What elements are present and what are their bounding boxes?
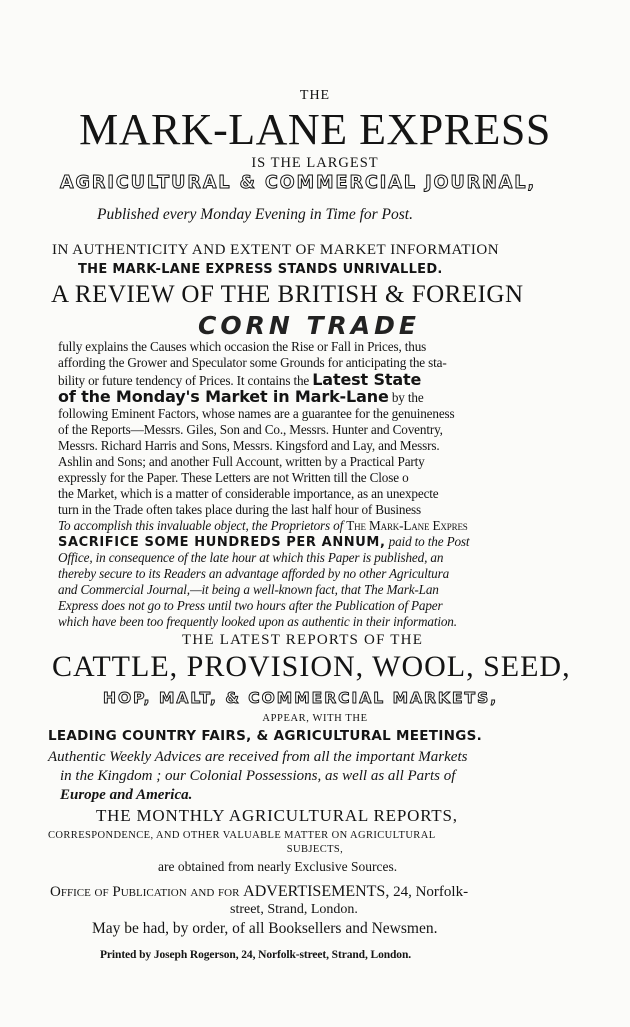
- authenticity-line-1: IN AUTHENTICITY AND EXTENT OF MARKET INFORMATION: [52, 242, 500, 258]
- corn-trade-heading: CORN TRADE: [198, 311, 420, 340]
- sacrifice-emphasis: SACRIFICE SOME HUNDREDS PER ANNUM,: [58, 535, 386, 550]
- authenticity-line-2: THE MARK-LANE EXPRESS STANDS UNRIVALLED.: [78, 262, 443, 277]
- office-of-publication: Office of Publication and for: [50, 884, 244, 900]
- cattle-headline: CATTLE, PROVISION, WOOL, SEED,: [52, 650, 571, 683]
- latest-reports-heading: THE LATEST REPORTS OF THE: [182, 632, 424, 648]
- monthly-reports-heading: THE MONTHLY AGRICULTURAL REPORTS,: [96, 806, 458, 825]
- review-heading: A REVIEW OF THE BRITISH & FOREIGN: [51, 281, 524, 308]
- body-line-17: Express does not go to Press until two hours after the Publication of Paper: [58, 598, 443, 613]
- header-the: THE: [299, 88, 331, 103]
- body-line-12-text: To accomplish this invaluable object, the Proprietors of: [58, 518, 347, 533]
- correspondence-line: CORRESPONDENCE, AND OTHER VALUABLE MATTER ON AGRICULTURAL: [48, 830, 436, 841]
- body-line-6: of the Reports—Messrs. Giles, Son and Co., Messrs. Hunter and Coventry,: [58, 422, 443, 437]
- advices-line-1: Authentic Weekly Advices are received from all the important Markets: [48, 749, 468, 765]
- body-line-16: and Commercial Journal,—it being a well-known fact, that The Mark-Lan: [58, 582, 439, 597]
- office-line-1: [50, 884, 468, 900]
- journal-kind: AGRICULTURAL & COMMERCIAL JOURNAL,: [60, 173, 537, 193]
- body-line-1: fully explains the Causes which occasion the Rise or Fall in Prices, thus: [58, 339, 427, 354]
- fairs-heading: LEADING COUNTRY FAIRS, & AGRICULTURAL MEETINGS.: [48, 728, 483, 744]
- body-line-15: thereby secure to its Readers an advantage afforded by no other Agricultura: [58, 566, 450, 581]
- body-line-2: affording the Grower and Speculator some Grounds for anticipating the sta-: [58, 355, 447, 370]
- publication-schedule: Published every Monday Evening in Time for Post.: [97, 206, 413, 223]
- body-line-3: [58, 372, 578, 388]
- body-line-5: following Eminent Factors, whose names are a guarantee for the genuineness: [58, 406, 455, 421]
- body-line-10: the Market, which is a matter of considerable importance, as an unexpecte: [58, 486, 439, 501]
- appear-with: APPEAR, WITH THE: [262, 713, 368, 724]
- body-line-11: turn in the Trade often takes place during the last half hour of Business: [58, 502, 421, 517]
- masthead-title: MARK-LANE EXPRESS: [79, 105, 551, 154]
- header-is-the-largest: IS THE LARGEST: [251, 155, 379, 171]
- body-line-8: Ashlin and Sons; and another Full Account, written by a Practical Party: [58, 454, 425, 469]
- body-line-14: Office, in consequence of the late hour at which this Paper is published, an: [58, 550, 444, 565]
- office-line-2: street, Strand, London.: [230, 902, 358, 917]
- body-line-13: [58, 535, 578, 549]
- sources-line: are obtained from nearly Exclusive Sources.: [158, 859, 398, 874]
- booksellers-line: May be had, by order, of all Booksellers and Newsmen.: [92, 920, 438, 937]
- body-line-13-text: paid to the Post: [385, 534, 470, 549]
- mondays-market-emphasis: of the Monday's Market in Mark-Lane: [58, 387, 389, 406]
- advices-line-2: in the Kingdom ; our Colonial Possessions, as well as all Parts of: [60, 768, 456, 784]
- body-line-7: Messrs. Richard Harris and Sons, Messrs. Kingsford and Lay, and Messrs.: [58, 438, 440, 453]
- markets-heading: HOP, MALT, & COMMERCIAL MARKETS,: [103, 689, 499, 707]
- express-name-emphasis: The Mark-Lane Expres: [346, 518, 468, 533]
- body-line-9: expressly for the Paper. These Letters are not Written till the Close o: [58, 470, 409, 485]
- office-address-start: 24, Norfolk-: [389, 884, 469, 900]
- printer-imprint: Printed by Joseph Rogerson, 24, Norfolk-street, Strand, London.: [100, 949, 412, 961]
- subjects-line: SUBJECTS,: [286, 844, 344, 855]
- body-line-4-text: by the: [388, 390, 424, 405]
- advices-line-3: Europe and America.: [60, 787, 193, 803]
- body-line-3-text: bility or future tendency of Prices. It contains the: [58, 373, 313, 388]
- body-line-4: [58, 389, 578, 405]
- latest-state-emphasis: Latest State: [312, 370, 422, 389]
- body-line-18: which have been too frequently looked upon as authentic in their information.: [58, 614, 457, 629]
- advertisements-label: ADVERTISEMENTS,: [243, 883, 390, 900]
- body-line-12: [58, 519, 578, 532]
